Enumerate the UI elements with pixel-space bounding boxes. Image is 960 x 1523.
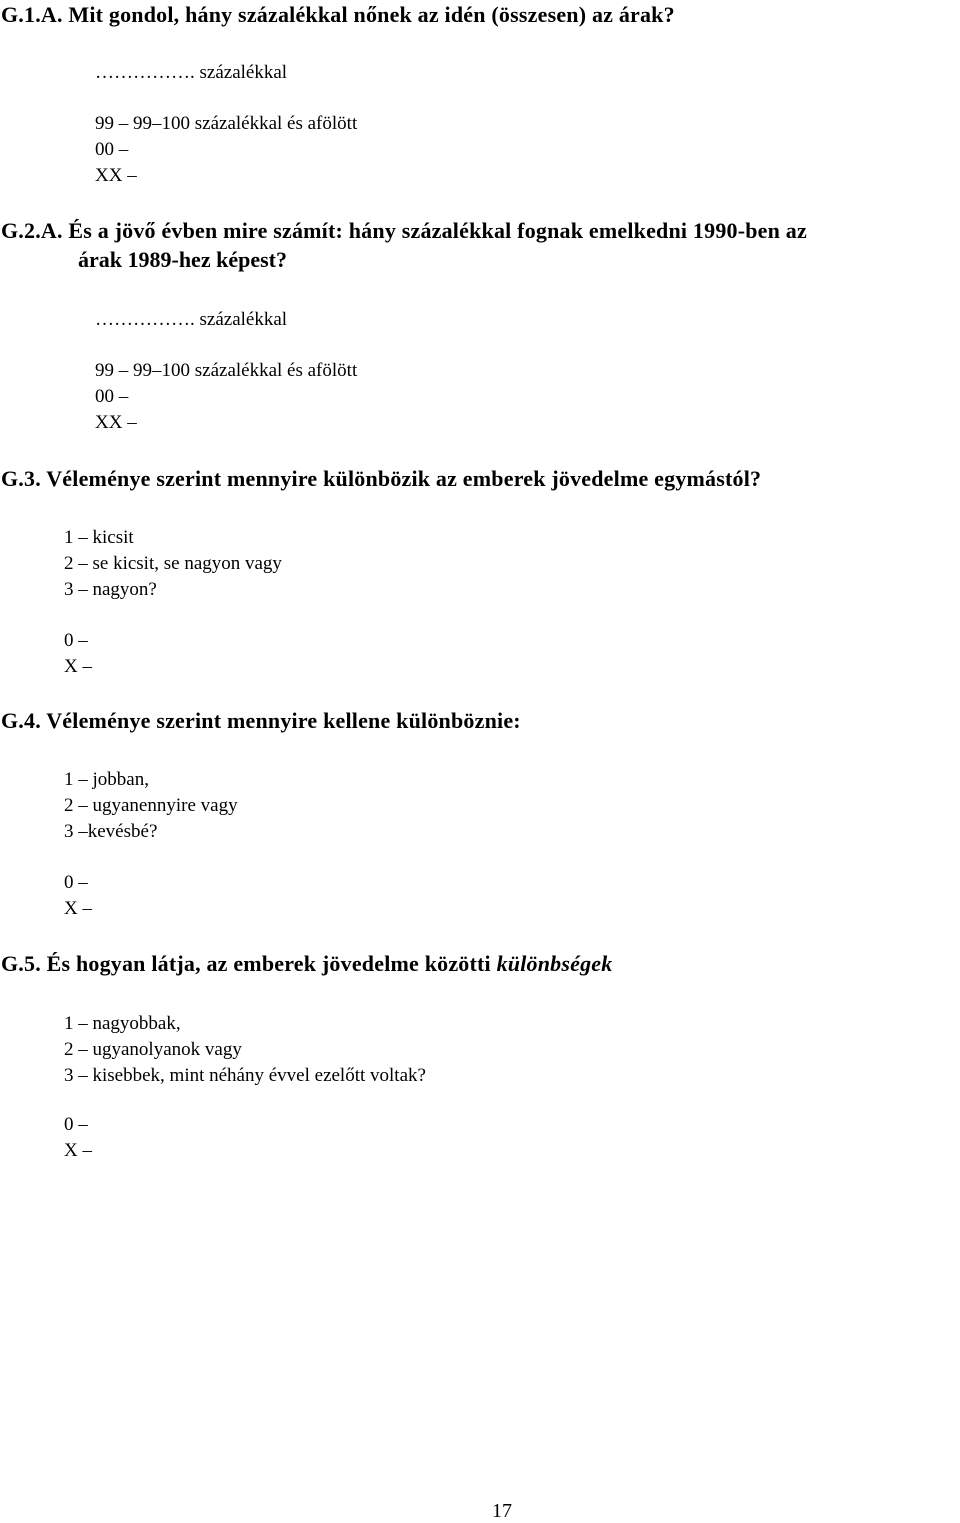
question-g3: G.3. Véleménye szerint mennyire különbözik az emberek jövedelme egymástól? [1, 466, 762, 491]
question-g1: G.1.A. Mit gondol, hány százalékkal nőnek az idén (összesen) az árak? [1, 2, 675, 27]
question-g5 [1, 951, 612, 977]
code-g4-0: 0 – [64, 872, 88, 893]
code-g5-0: 0 – [64, 1114, 88, 1135]
option-g3-2: 2 – se kicsit, se nagyon vagy [64, 553, 282, 574]
code-g1-00: 00 – [95, 139, 129, 160]
code-g1-xx: XX – [95, 165, 137, 186]
code-g3-x: X – [64, 656, 92, 677]
option-g4-1: 1 – jobban, [64, 769, 149, 790]
code-g3-0: 0 – [64, 630, 88, 651]
question-g4: G.4. Véleménye szerint mennyire kellene különböznie: [1, 708, 521, 733]
question-g5-emphasis: különbségek [496, 951, 613, 976]
code-g4-x: X – [64, 898, 92, 919]
code-g1-99: 99 – 99–100 százalékkal és afölött [95, 113, 358, 134]
option-g5-3: 3 – kisebbek, mint néhány évvel ezelőtt voltak? [64, 1065, 426, 1086]
answer-blank-g2: ……………. százalékkal [95, 309, 288, 330]
page-number: 17 [492, 1500, 512, 1522]
option-g3-1: 1 – kicsit [64, 527, 134, 548]
option-g4-2: 2 – ugyanennyire vagy [64, 795, 238, 816]
option-g5-1: 1 – nagyobbak, [64, 1013, 181, 1034]
option-g5-2: 2 – ugyanolyanok vagy [64, 1039, 242, 1060]
option-g3-3: 3 – nagyon? [64, 579, 157, 600]
answer-blank-g1: ……………. százalékkal [95, 62, 288, 83]
question-g2-line2: árak 1989-hez képest? [78, 247, 287, 272]
code-g2-xx: XX – [95, 412, 137, 433]
code-g2-00: 00 – [95, 386, 129, 407]
code-g5-x: X – [64, 1140, 92, 1161]
question-g5-text: G.5. És hogyan látja, az emberek jövedelme közötti [1, 951, 497, 976]
code-g2-99: 99 – 99–100 százalékkal és afölött [95, 360, 358, 381]
question-g2-line1: G.2.A. És a jövő évben mire számít: hány százalékkal fognak emelkedni 1990-ben az [1, 218, 807, 243]
option-g4-3: 3 –kevésbé? [64, 821, 158, 842]
